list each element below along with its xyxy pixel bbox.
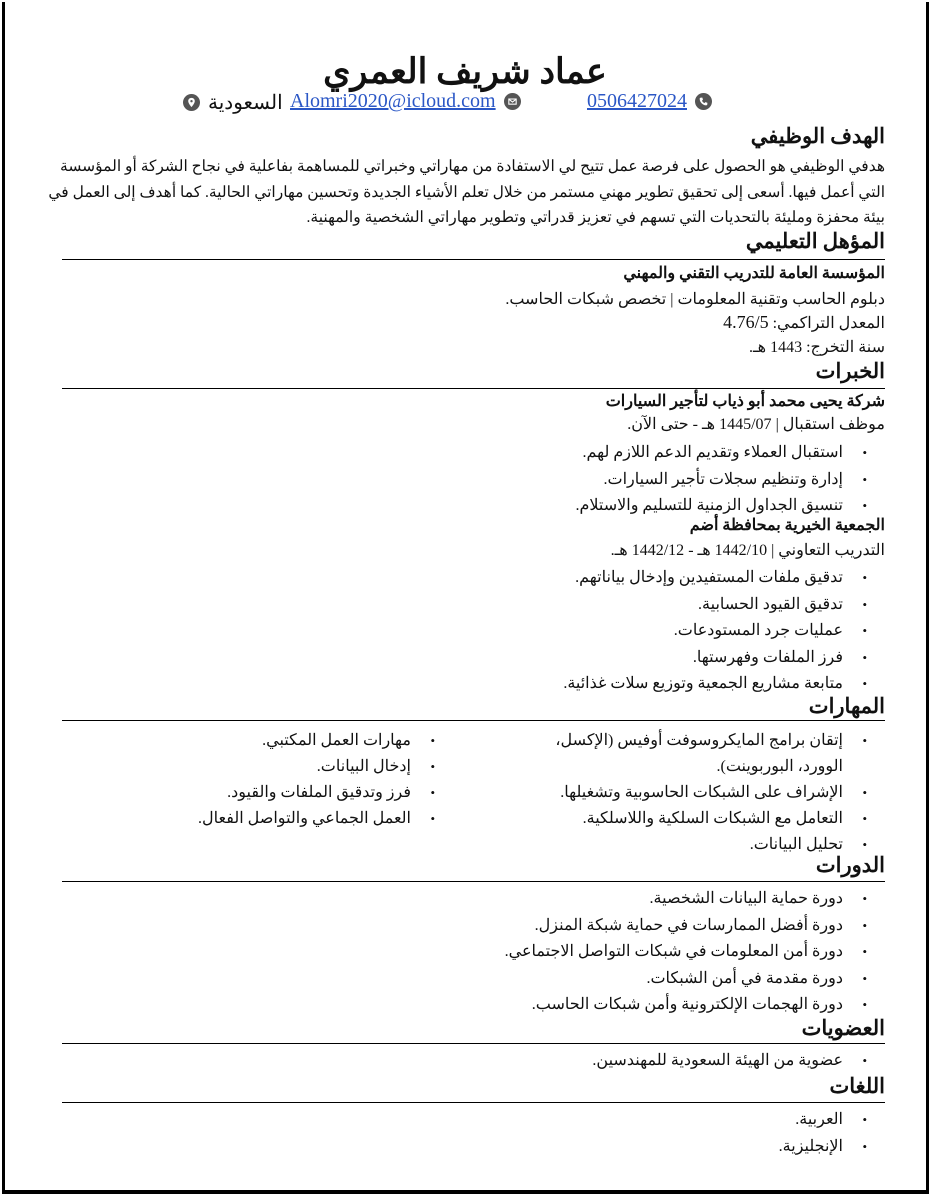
education-institution: المؤسسة العامة للتدريب التقني والمهني <box>623 265 885 282</box>
skills-list-left <box>198 728 453 832</box>
education-gpa <box>723 312 885 333</box>
location-pin-icon <box>183 94 200 111</box>
education-degree: دبلوم الحاسب وتقنية المعلومات | تخصص شبكات الحاسب. <box>505 291 885 308</box>
list-item: • إدخال البيانات. <box>198 754 453 780</box>
list-item: • تنسيق الجداول الزمنية للتسليم والاستلام. <box>575 493 885 520</box>
email-link[interactable]: Alomri2020@icloud.com <box>290 90 496 112</box>
memberships-rule <box>62 1043 885 1044</box>
list-item: • دورة حماية البيانات الشخصية. <box>505 886 885 913</box>
list-item: • مهارات العمل المكتبي. <box>198 728 453 754</box>
list-item: • إدارة وتنظيم سجلات تأجير السيارات. <box>575 467 885 494</box>
languages-list <box>779 1106 885 1160</box>
phone-link[interactable]: 0506427024 <box>587 90 687 112</box>
experience-title: الخبرات <box>815 359 885 383</box>
grad-value: 1443 هـ. <box>748 339 803 356</box>
list-item: • تحليل البيانات. <box>535 832 885 858</box>
location-text: السعودية <box>208 92 283 114</box>
list-item: • دورة مقدمة في أمن الشبكات. <box>505 966 885 993</box>
list-item: • الإشراف على الشبكات الحاسوبية وتشغيلها. <box>535 780 885 806</box>
skills-list-right <box>535 728 885 858</box>
gpa-label: المعدل التراكمي: <box>772 315 885 332</box>
job-company: شركة يحيى محمد أبو ذياب لتأجير السيارات <box>605 393 885 410</box>
job-role: موظف استقبال | 1445/07 هـ - حتى الآن. <box>627 416 885 433</box>
list-item: • فرز وتدقيق الملفات والقيود. <box>198 780 453 806</box>
phone-icon <box>695 93 712 110</box>
phone <box>587 90 712 113</box>
education-grad-year <box>749 337 885 357</box>
languages-title: اللغات <box>829 1074 885 1098</box>
contact-row <box>45 90 885 122</box>
job-duties-list <box>563 565 885 698</box>
email <box>290 90 521 113</box>
candidate-name: عماد شريف العمري <box>323 52 607 91</box>
list-item: • فرز الملفات وفهرستها. <box>563 645 885 672</box>
job-role: التدريب التعاوني | 1442/10 هـ - 1442/12 هـ. <box>610 542 885 559</box>
courses-list <box>505 886 885 1019</box>
gpa-value: 4.76/5 <box>723 312 769 332</box>
list-item: • استقبال العملاء وتقديم الدعم اللازم لهم. <box>575 440 885 467</box>
experience-rule <box>62 388 885 389</box>
memberships-list <box>592 1048 885 1074</box>
list-item: • تدقيق القيود الحسابية. <box>563 592 885 619</box>
list-item: • العربية. <box>779 1106 885 1133</box>
education-rule <box>62 259 885 260</box>
skills-title: المهارات <box>808 694 885 718</box>
list-item: • العمل الجماعي والتواصل الفعال. <box>198 806 453 832</box>
list-item: • عضوية من الهيئة السعودية للمهندسين. <box>592 1048 885 1074</box>
job-company: الجمعية الخيرية بمحافظة أضم <box>689 517 885 534</box>
education-title: المؤهل التعليمي <box>745 229 885 253</box>
grad-label: سنة التخرج: <box>806 339 885 356</box>
list-item: • متابعة مشاريع الجمعية وتوزيع سلات غذائية. <box>563 671 885 698</box>
list-item: • عمليات جرد المستودعات. <box>563 618 885 645</box>
location <box>183 90 283 115</box>
envelope-icon <box>504 93 521 110</box>
list-item: • دورة الهجمات الإلكترونية وأمن شبكات الحاسب. <box>505 992 885 1019</box>
list-item: • التعامل مع الشبكات السلكية واللاسلكية. <box>535 806 885 832</box>
objective-title: الهدف الوظيفي <box>750 124 885 148</box>
list-item: • الإنجليزية. <box>779 1133 885 1160</box>
objective-text: هدفي الوظيفي هو الحصول على فرصة عمل تتيح لي الاستفادة من مهاراتي وخبراتي للمساهمة بفاعلية في نجاح الشركة أو المؤسسة التي أعمل فيها. أسعى إلى تحقيق تطوير مهني مستمر من خلال تعلم الأشياء الجديدة وتحسين مهاراتي الحالية. كما أهدف إلى العمل في بيئة محفزة ومليئة بالتحديات التي تسهم في تعزيز قدراتي وتطوير مهاراتي الشخصية والمهنية. <box>48 158 885 226</box>
courses-title: الدورات <box>815 853 885 877</box>
list-item: • تدقيق ملفات المستفيدين وإدخال بياناتهم. <box>563 565 885 592</box>
languages-rule <box>62 1102 885 1103</box>
list-item: • دورة أمن المعلومات في شبكات التواصل الاجتماعي. <box>505 939 885 966</box>
job-duties-list <box>575 440 885 520</box>
courses-rule <box>62 881 885 882</box>
list-item: • دورة أفضل الممارسات في حماية شبكة المنزل. <box>505 913 885 940</box>
skills-rule <box>62 720 885 721</box>
list-item: • إتقان برامج المايكروسوفت أوفيس (الإكسل، الوورد، البوربوينت). <box>535 728 885 780</box>
memberships-title: العضويات <box>801 1016 885 1040</box>
